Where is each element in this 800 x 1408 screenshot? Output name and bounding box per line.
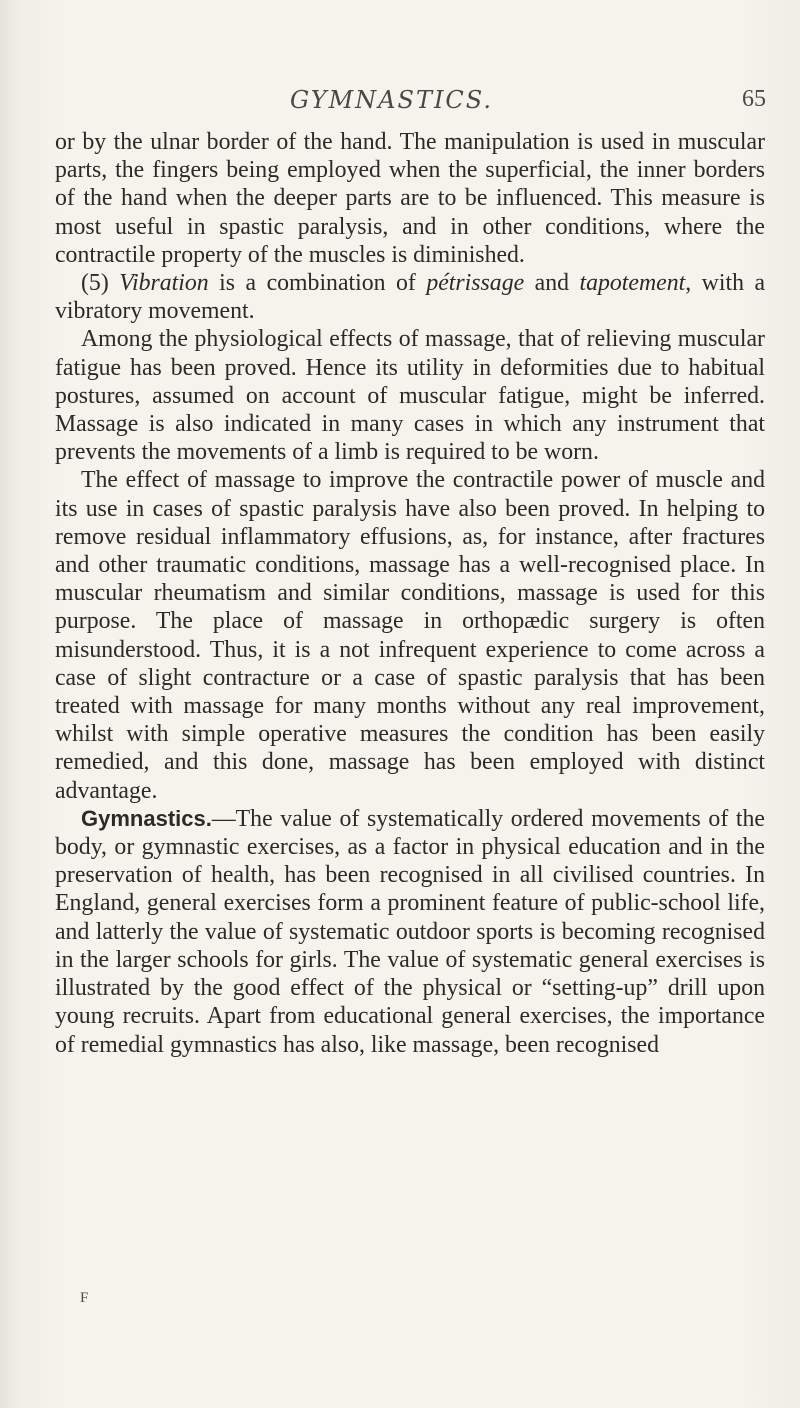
paragraph-continuation: or by the ulnar border of the hand. The manipulation is used in muscular parts, the fingers being employed when the superficial, the inner borders of the hand when the deeper parts are to be influenced. This measure is most useful in spastic paralysis, and in other conditions, where the contractile property of the muscles is diminished. bbox=[55, 129, 765, 268]
text-run: is a combination of bbox=[208, 270, 427, 297]
text-run: and bbox=[524, 270, 580, 297]
paragraph-gymnastics bbox=[55, 805, 765, 1059]
term-petrissage: pétrissage bbox=[426, 270, 525, 297]
text-run: , with a vibratory movement. bbox=[55, 270, 766, 325]
text-run: —The value of systematically ordered movements of the body, or gymnastic exercises, as a factor in physical education and in the preservation of health, has been recognised in all civilised countries. In England, general exercises form a prominent feature of public-school life, and latterly the value of systematic outdoor sports is becoming recognised in the larger schools for girls. The value of systematic general exercises is illustrated by the good effect of the physical or “setting-up” drill upon young recruits. Apart from educational general exercises, the importance of remedial gymnastics has also, like massage, been recognised bbox=[55, 805, 765, 1058]
running-head: GYMNASTICS. bbox=[290, 86, 494, 114]
section-heading-gymnastics: Gymnastics. bbox=[81, 805, 212, 831]
term-tapotement: tapotement bbox=[579, 270, 686, 297]
list-number: (5) bbox=[81, 270, 120, 297]
term-vibration: Vibration bbox=[119, 270, 209, 297]
page-header bbox=[0, 86, 800, 126]
paragraph-contractile-power: The effect of massage to improve the contractile power of muscle and its use in cases of spastic paralysis have also been proved. In helping to remove residual inflammatory effusions, as, for instance, after fractures and other traumatic conditions, massage has a well-recognised place. In muscular rheumatism and similar conditions, massage is used for this purpose. The place of massage in orthopædic surgery is often misunderstood. Thus, it is a not infrequent experience to come across a case of slight contracture or a case of spastic paralysis that has been treated with massage for many months without any real improvement, whilst with simple operative measures the condition has been easily remedied, and this done, massage has been employed with distinct advantage. bbox=[55, 467, 765, 804]
page-number: 65 bbox=[742, 86, 766, 112]
signature-mark: F bbox=[80, 1290, 89, 1306]
body-text bbox=[55, 128, 765, 1059]
paragraph-vibration bbox=[55, 269, 765, 325]
paragraph-physiological-effects: Among the physiological effects of massage, that of relieving muscular fatigue has been proved. Hence its utility in deformities due to habitual postures, assumed on account of muscular fatigue, might be inferred. Massage is also indicated in many cases in which any instrument that prevents the movements of a limb is required to be worn. bbox=[55, 326, 765, 466]
